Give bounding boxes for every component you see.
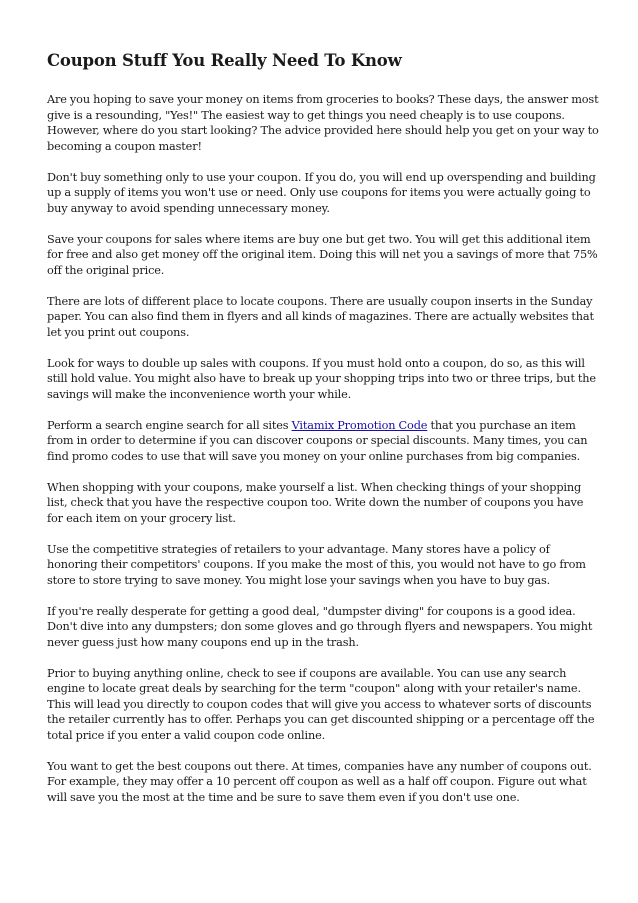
paragraph-save-coupons: Save your coupons for sales where items are buy one but get two. You will get this additional item for free and also get money off the original item. Doing this will net you a savings of more that 75% off the original price. xyxy=(47,232,598,277)
paragraph-dumpster-diving: If you're really desperate for getting a good deal, "dumpster diving" for coupons is a good idea. Don't dive into any dumpsters; don some gloves and go through flyers and newspapers. You might never guess just how many coupons end up in the trash. xyxy=(47,604,593,649)
vitamix-promotion-code-link[interactable]: Vitamix Promotion Code xyxy=(291,418,428,432)
paragraph-best-coupons: You want to get the best coupons out there. At times, companies have any number of coupons out. For example, they may offer a 10 percent off coupon as well as a half off coupon. Figure out what will save you the most at the time and be sure to save them even if you don't use one. xyxy=(47,759,592,804)
document-page xyxy=(47,50,599,821)
paragraph-search-engine-before: Perform a search engine search for all sites xyxy=(47,418,292,432)
paragraph-shopping-list: When shopping with your coupons, make yourself a list. When checking things of your shopping list, check that you have the respective coupon too. Write down the number of coupons you have for each item on your grocery list. xyxy=(47,480,584,525)
paragraph-search-engine xyxy=(47,418,599,465)
paragraph-locate-coupons: There are lots of different place to locate coupons. There are usually coupon inserts in the Sunday paper. You can also find them in flyers and all kinds of magazines. There are actually websites that let you print out coupons. xyxy=(47,294,594,339)
document-title: Coupon Stuff You Really Need To Know xyxy=(47,51,402,70)
paragraph-dont-buy: Don't buy something only to use your coupon. If you do, you will end up overspending and building up a supply of items you won't use or need. Only use coupons for items you were actually going to buy anyway to avoid spending unnecessary money. xyxy=(47,170,596,215)
paragraph-search-engine-after: that you purchase an item from in order to determine if you can discover coupons or special discounts. Many times, you can find promo codes to use that will save you money on your online purchases from big companies. xyxy=(47,418,588,463)
paragraph-double-up: Look for ways to double up sales with coupons. If you must hold onto a coupon, do so, as this will still hold value. You might also have to break up your shopping trips into two or three trips, but the savings will make the inconvenience worth your while. xyxy=(47,356,596,401)
paragraph-competitive-strategies: Use the competitive strategies of retailers to your advantage. Many stores have a policy of honoring their competitors' coupons. If you make the most of this, you would not have to go from store to store trying to save money. You might lose your savings when you have to buy gas. xyxy=(47,542,586,587)
paragraph-buying-online: Prior to buying anything online, check to see if coupons are available. You can use any search engine to locate great deals by searching for the term "coupon" along with your retailer's name. This will lead you directly to coupon codes that will give you access to whatever sorts of discounts the retailer currently has to offer. Perhaps you can get discounted shipping or a percentage off the total price if you enter a valid coupon code online. xyxy=(47,666,595,742)
paragraph-intro: Are you hoping to save your money on items from groceries to books? These days, the answer most give is a resounding, "Yes!" The easiest way to get things you need cheaply is to use coupons. However, where do you start looking? The advice provided here should help you get on your way to becoming a coupon master! xyxy=(47,93,599,153)
